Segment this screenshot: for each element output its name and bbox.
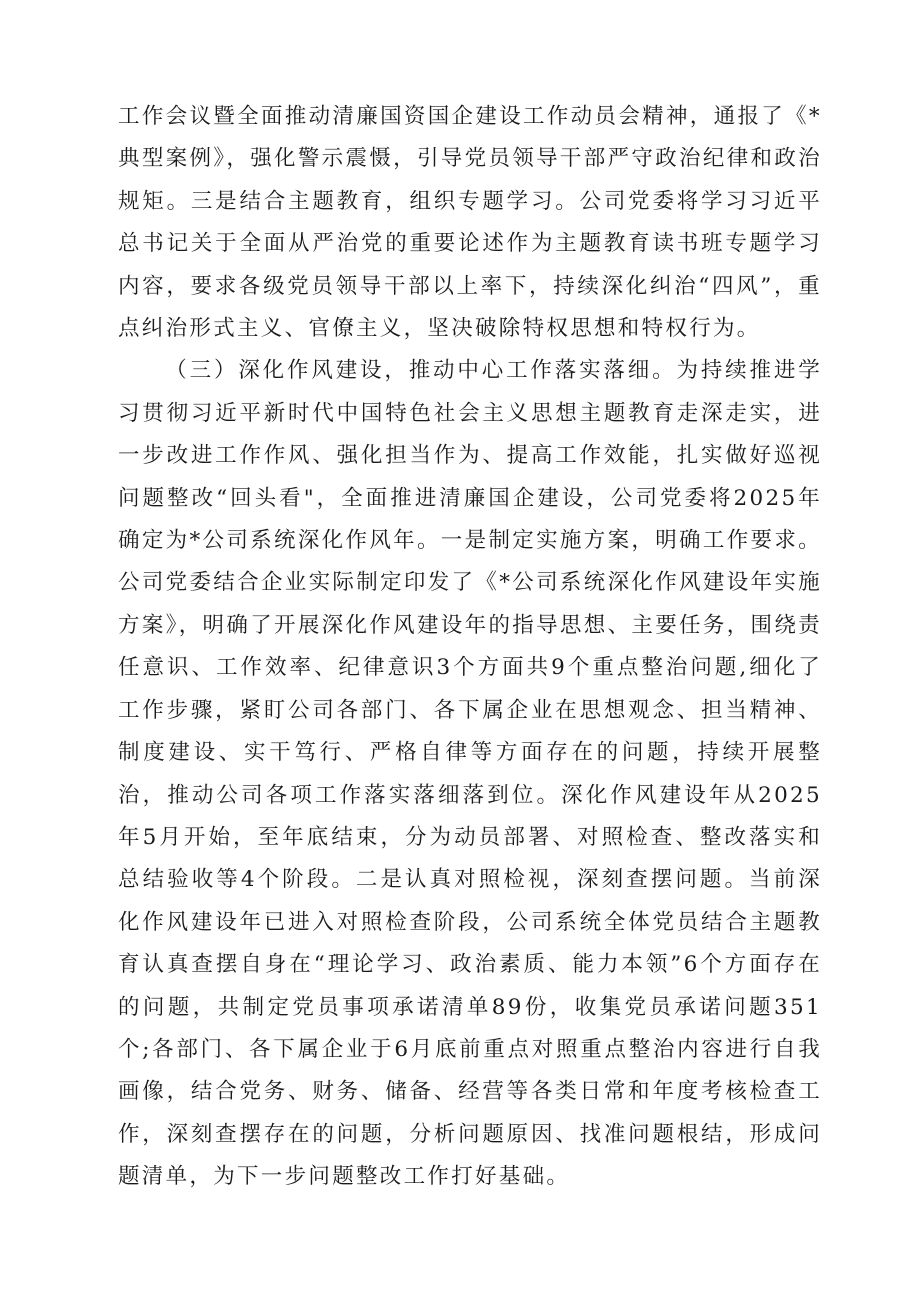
- paragraph-section-three: （三）深化作风建设，推动中心工作落实落细。为持续推进学习贯彻习近平新时代中国特色社会主义思想主题教育走深走实，进一步改进工作作风、强化担当作为、提高工作效能，扎实做好巡视问题整改“回头看"，全面推进清廉国企建设，公司党委将2025年确定为*公司系统深化作风年。一是制定实施方案，明确工作要求。公司党委结合企业实际制定印发了《*公司系统深化作风建设年实施方案》，明确了开展深化作风建设年的指导思想、主要任务，围绕责任意识、工作效率、纪律意识3个方面共9个重点整治问题,细化了工作步骤，紧盯公司各部门、各下属企业在思想观念、担当精神、制度建设、实干笃行、严格自律等方面存在的问题，持续开展整治，推动公司各项工作落实落细落到位。深化作风建设年从2025年5月开始，至年底结束，分为动员部署、对照检查、整改落实和总结验收等4个阶段。二是认真对照检视，深刻查摆问题。当前深化作风建设年已进入对照检查阶段，公司系统全体党员结合主题教育认真查摆自身在“理论学习、政治素质、能力本领”6个方面存在的问题，共制定党员事项承诺清单89份，收集党员承诺问题351个;各部门、各下属企业于6月底前重点对照重点整治内容进行自我画像，结合党务、财务、储备、经营等各类日常和年度考核检查工作，深刻查摆存在的问题，分析问题原因、找准问题根结，形成问题清单，为下一步问题整改工作打好基础。: [118, 358, 822, 1190]
- paragraph-continued-text: 工作会议暨全面推动清廉国资国企建设工作动员会精神，通报了《*典型案例》，强化警示震慑，引导党员领导干部严守政治纪律和政治规矩。三是结合主题教育，组织专题学习。公司党委将学习习近平总书记关于全面从严治党的重要论述作为主题教育读书班专题学习内容，要求各级党员领导干部以上率下，持续深化纠治“四风”，重点纠治形式主义、官僚主义，坚决破除特权思想和特权行为。: [118, 104, 822, 342]
